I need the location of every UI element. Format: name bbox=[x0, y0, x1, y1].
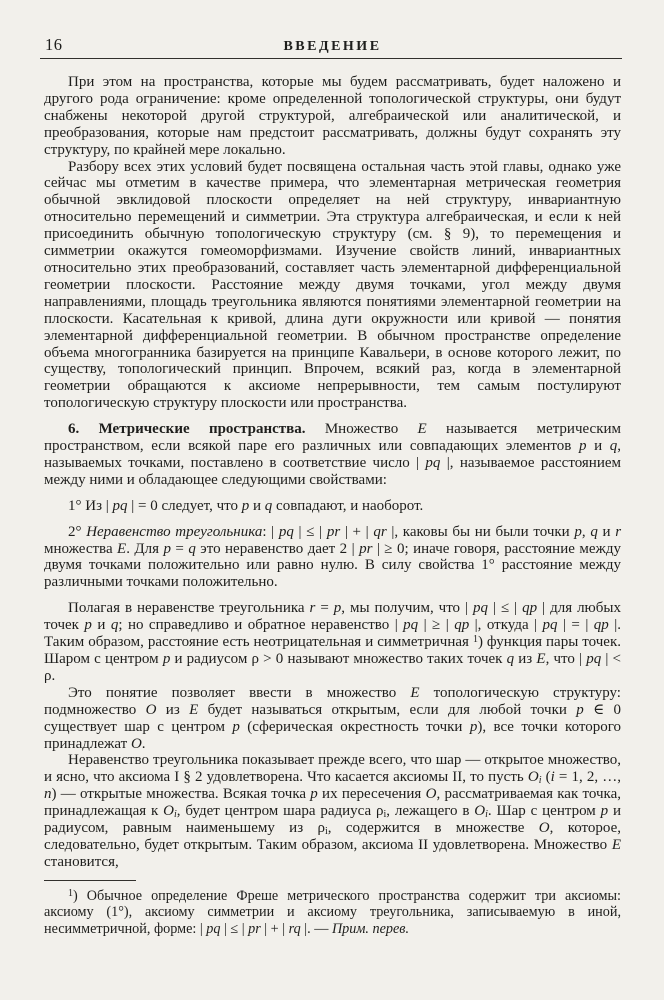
paragraph-open-sets: Это понятие позволяет ввести в множество E топологическую структуру: подмножество O из E будет называться открытым, если для любой точки p ∈ 0 существует шар с центром p (сферическая окрестность точки p), все точки которого принадлежат O. bbox=[44, 684, 622, 752]
page-body bbox=[44, 74, 621, 871]
footnote-text: $^1$) Обычное определение Фреше метрического пространства содержит три аксиомы: аксиому (1°), аксиому симметрии и аксиому треугольника, записываемую в иной, несимметричной, форме: | pq | ≤ | pr | + | rq |. — Прим. перев. bbox=[44, 887, 621, 937]
paragraph-section-6-metric-spaces: 6. Метрические пространства. Множество E называется метрическим пространством, если всякой паре его различных или совпадающих элементов p и q, называемых точками, поставлено в соответствие число | pq |, называемое расстоянием между ними и обладающее следующими свойствами: bbox=[44, 421, 622, 488]
paragraph-symmetry-and-ball: Полагая в неравенстве треугольника r = p, мы получим, что | pq | ≤ | qp | для любых точек p и q; но справедливо и обратное неравенство | pq | ≥ | qp |, откуда | pq | = | qp |. Таким образом, расстояние есть неотрицательная и симметричная $^1$) функция пары точек. Шаром с центром p и радиусом ρ > 0 называют множество таких точек q из E, что | pq | < ρ. bbox=[44, 600, 622, 684]
page-header bbox=[44, 32, 621, 55]
paragraph-axioms-verified: Неравенство треугольника показывает прежде всего, что шар — открытое множество, и ясно, что аксиома I § 2 удовлетворена. Что касается аксиомы II, то пусть $O_i$ (i = 1, 2, …, n) — открытые множества. Всякая точка p их пересечения O, рассматриваемая как точка, принадлежащая к $O_i$, будет центром шара радиуса $\rho_i$, лежащего в $O_i$. Шар с центром p и радиусом, равным наименьшему из $\rho_i$, содержится в множестве O, которое, следовательно, будет открытым. Таким образом, аксиома II удовлетворена. Множество E становится, bbox=[44, 752, 622, 870]
paragraph-axiom-1: 1° Из | pq | = 0 следует, что p и q совпадают, и наоборот. bbox=[68, 497, 424, 514]
paragraph-elementary-geometry: Разбору всех этих условий будет посвящена остальная часть этой главы, однако уже сейчас мы отметим в качестве примера, что элементарная метрическая геометрия обычной эвклидовой плоскости определяет на ней структуру, инвариантную относительно перемещений и симметрии. Эта структура алгебраическая, и если к ней присоединить обычную топологическую структуру (см. § 9), то перемещения и симметрии окажутся гомеоморфизмами. Изучение свойств линий, инвариантных относительно этих преобразований, составляет часть элементарной дифференциальной геометрии плоскости. Расстояние между двумя точками, угол между двумя направлениями, площадь треугольника являются понятиями элементарной геометрии на плоскости. Касательная к кривой, длина дуги окружности или кривой — понятия элементарной дифференциальной геометрии. В обычном пространстве определение объема многогранника базируется на принципе Кавальери, в основе которого лежит, по существу, топологический принцип. Впрочем, всякий раз, когда в элементарной геометрии обращаются к аксиоме непрерывности, тем самым постулируют топологическую структуру плоскости или пространства. bbox=[44, 158, 621, 412]
footnote-area bbox=[44, 880, 621, 938]
paragraph-axiom-2-triangle-inequality: 2° Неравенство треугольника: | pq | ≤ | pr | + | qr |, каковы бы ни были точки p, q и r множества E. Для p = q это неравенство дает 2 | pr | ≥ 0; иначе говоря, расстояние между двумя точками положительно или равно нулю. В силу свойства 1° расстояние между различными точками положительно. bbox=[44, 523, 622, 591]
page-number: 16 bbox=[45, 35, 63, 54]
footnote-rule bbox=[44, 880, 136, 881]
running-title: ВВЕДЕНИЕ bbox=[283, 39, 382, 54]
paragraph-intro-constraint: При этом на пространства, которые мы будем рассматривать, будет наложено и другого рода ограничение: кроме определенной топологической структуры, они будут снабжены некоторой другой структурой, алгебраической или аналитической, и преобразования, которые нам предстоит рассматривать, должны будут сохранять эту структуру, по крайней мере локально. bbox=[44, 74, 621, 158]
header-rule bbox=[40, 58, 622, 59]
